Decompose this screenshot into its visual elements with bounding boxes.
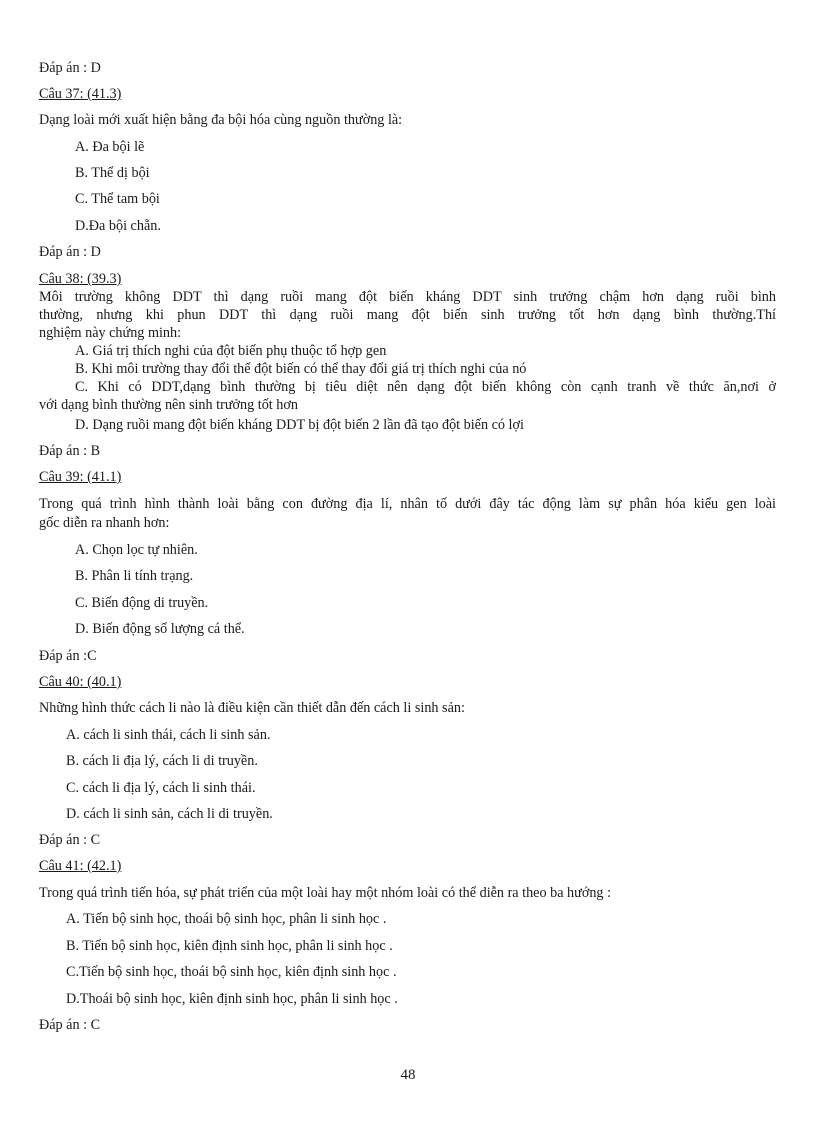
question-40-option-a: A. cách li sinh thái, cách li sinh sản. — [66, 727, 271, 743]
question-38-ref: : (39.3) — [79, 271, 122, 287]
answer-q41: Đáp án : C — [39, 1017, 101, 1033]
question-41-ref: : (42.1) — [79, 858, 122, 874]
question-38-heading — [39, 271, 121, 289]
question-41-option-d: D.Thoái bộ sinh học, kiên định sinh học, phân li sinh học . — [66, 991, 398, 1007]
answer-q38: Đáp án : B — [39, 443, 101, 459]
question-39-label: Câu 39 — [39, 469, 80, 485]
question-38-stem-line-1: Môi trường không DDT thì dạng ruồi mang đột biến kháng DDT sinh trưởng chậm hơn dạng ruồi bình — [39, 289, 776, 305]
question-39-stem-line-2: gốc diễn ra nhanh hơn: — [39, 515, 170, 531]
question-40-stem: Những hình thức cách li nào là điều kiện cần thiết dẫn đến cách li sinh sản: — [39, 700, 465, 716]
question-38-option-a: A. Giá trị thích nghi của đột biến phụ thuộc tổ hợp gen — [75, 343, 387, 359]
page-number: 48 — [400, 1067, 416, 1083]
question-38-label: Câu 38 — [39, 271, 80, 287]
question-39-ref: : (41.1) — [79, 469, 122, 485]
question-40-option-b: B. cách li địa lý, cách li di truyền. — [66, 753, 258, 769]
question-39-option-d: D. Biến động số lượng cá thể. — [75, 621, 245, 637]
answer-q40: Đáp án : C — [39, 832, 101, 848]
question-37-option-d: D.Đa bội chẵn. — [75, 218, 161, 234]
question-37-option-a: A. Đa bội lẽ — [75, 139, 145, 155]
answer-q36: Đáp án : D — [39, 60, 101, 76]
question-39-option-a: A. Chọn lọc tự nhiên. — [75, 542, 198, 558]
question-38-option-c: C. Khi có DDT,dạng bình thường bị tiêu diệt nên dạng đột biến không còn cạnh tranh về thức ăn,nơi ở — [75, 379, 776, 395]
question-39-stem-line-1: Trong quá trình hình thành loài bằng con đường địa lí, nhân tố dưới đây tác động làm sự phân hóa kiểu gen loài — [39, 496, 776, 512]
question-38-stem-line-3: nghiệm này chứng minh: — [39, 325, 182, 341]
question-37-option-b: B. Thể dị bội — [75, 165, 150, 181]
question-40-option-c: C. cách li địa lý, cách li sinh thái. — [66, 780, 256, 796]
answer-q39: Đáp án :C — [39, 648, 97, 664]
question-39-option-b: B. Phân li tính trạng. — [75, 568, 194, 584]
question-39-option-c: C. Biến động di truyền. — [75, 595, 209, 611]
question-40-ref: : (40.1) — [79, 674, 122, 690]
question-38-option-c-continued: với dạng bình thường nên sinh trưởng tốt hơn — [39, 397, 298, 413]
question-38-option-b: B. Khi môi trường thay đổi thể đột biến có thể thay đổi giá trị thích nghi của nó — [75, 361, 527, 377]
question-37-option-c: C. Thể tam bội — [75, 191, 160, 207]
question-40-label: Câu 40 — [39, 674, 80, 690]
question-38-stem-line-2: thường, nhưng khi phun DDT thì dạng ruồi mang đột biến sinh trưởng tốt hơn dạng bình thường.Thí — [39, 307, 776, 323]
question-41-option-b: B. Tiến bộ sinh học, kiên định sinh học, phân li sinh học . — [66, 938, 393, 954]
question-41-heading — [39, 858, 121, 876]
question-37-ref: : (41.3) — [79, 86, 122, 102]
question-40-heading — [39, 674, 121, 692]
question-41-option-c: C.Tiến bộ sinh học, thoái bộ sinh học, kiên định sinh học . — [66, 964, 397, 980]
question-39-heading — [39, 469, 121, 487]
question-38-option-d: D. Dạng ruồi mang đột biến kháng DDT bị đột biến 2 lần đã tạo đột biến có lợi — [75, 417, 524, 433]
question-41-label: Câu 41 — [39, 858, 80, 874]
question-41-option-a: A. Tiến bộ sinh học, thoái bộ sinh học, phân li sinh học . — [66, 911, 387, 927]
question-41-stem: Trong quá trình tiến hóa, sự phát triển của một loài hay một nhóm loài có thể diễn ra theo ba hướng : — [39, 885, 612, 901]
answer-q37: Đáp án : D — [39, 244, 101, 260]
question-37-heading — [39, 86, 121, 104]
question-37-label: Câu 37 — [39, 86, 80, 102]
question-37-stem: Dạng loài mới xuất hiện bằng đa bội hóa cùng nguồn thường là: — [39, 112, 403, 128]
question-40-option-d: D. cách li sinh sản, cách li di truyền. — [66, 806, 273, 822]
